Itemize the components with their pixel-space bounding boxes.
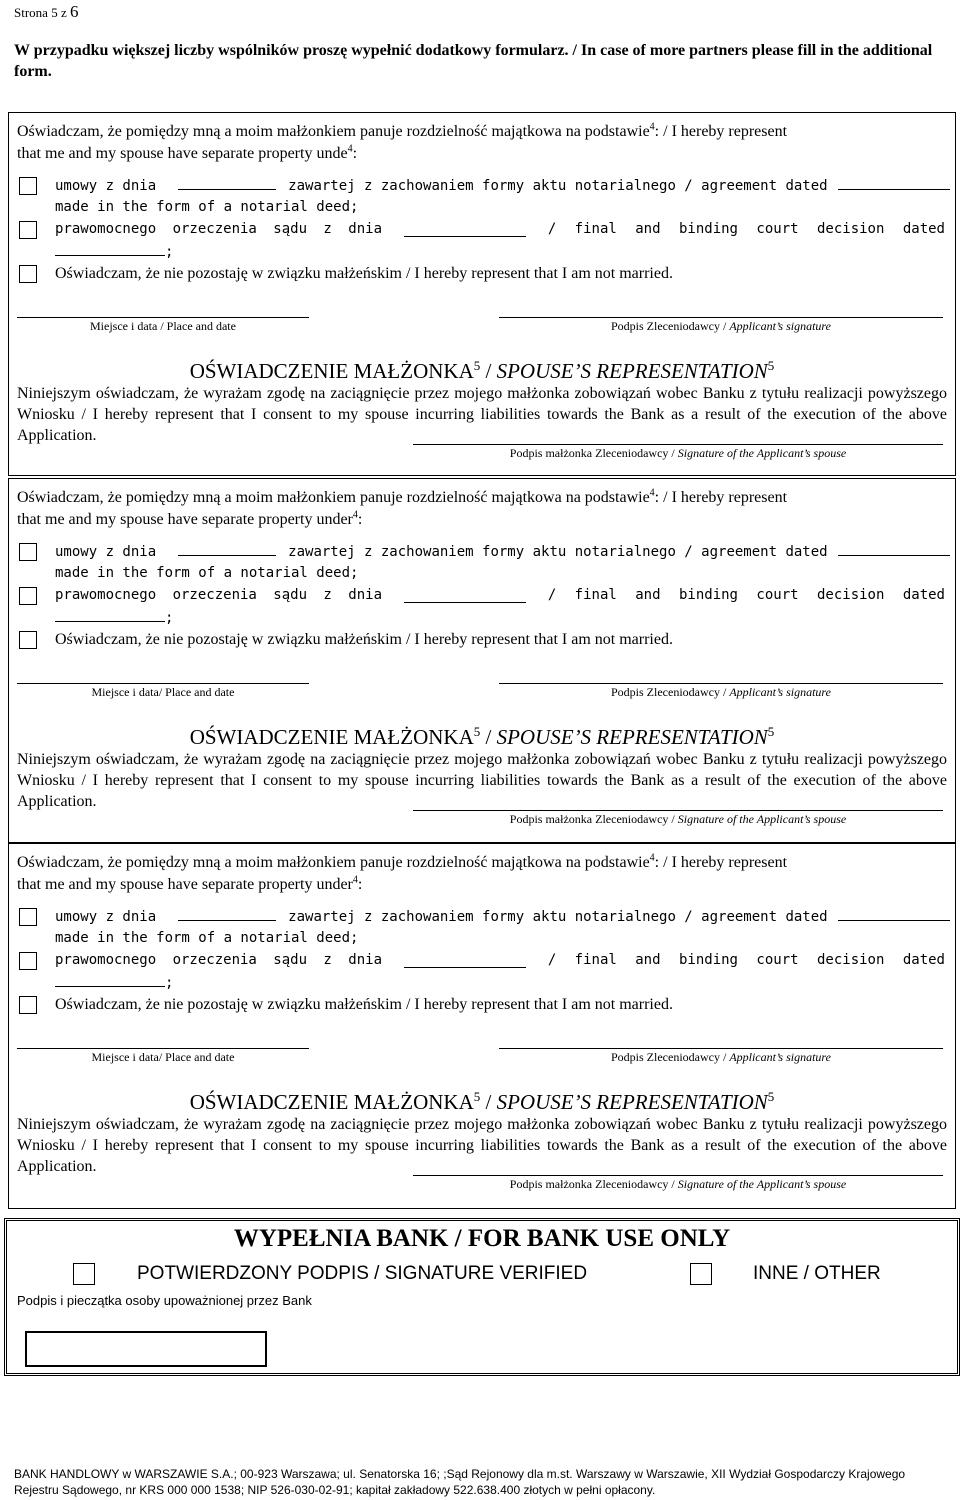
option-label: prawomocnego orzeczenia sądu z dnia	[55, 221, 383, 237]
other-label: INNE / OTHER	[753, 1263, 881, 1284]
stamp-label: Podpis i pieczątka osoby upoważnionej przez Bank	[17, 1293, 312, 1308]
caption-text: Podpis Zleceniodawcy /	[611, 1050, 730, 1064]
declaration-colon: :	[357, 876, 363, 893]
agreement-date-field[interactable]	[838, 908, 950, 921]
signature-verified-checkbox[interactable]	[73, 1263, 95, 1285]
court-decision-date-field[interactable]	[55, 609, 165, 622]
applicant-signature-line[interactable]	[499, 317, 943, 318]
footnote-ref: 4	[352, 874, 358, 886]
footnote-ref: 5	[473, 724, 481, 739]
footnote-ref: 4	[347, 143, 353, 155]
spouse-signature-line[interactable]	[413, 810, 943, 811]
title-en: SPOUSE’S REPRESENTATION	[496, 359, 768, 383]
date-field[interactable]	[178, 543, 276, 556]
court-decision-checkbox[interactable]	[19, 587, 37, 605]
declaration-block	[8, 843, 956, 1209]
caption-text: Podpis Zleceniodawcy /	[611, 319, 730, 333]
court-decision-cont	[55, 243, 960, 261]
property-declaration	[17, 487, 947, 509]
title-sep: /	[480, 359, 497, 383]
caption-text-en: Signature of the Applicant’s spouse	[677, 812, 847, 826]
option-label: ;	[165, 610, 174, 626]
footnote-ref: 4	[649, 121, 655, 133]
spouse-representation-title	[9, 1090, 955, 1115]
footnote-ref: 5	[767, 724, 775, 739]
option-label: zawartej z zachowaniem formy aktu notarialnego / agreement dated	[288, 909, 828, 925]
property-declaration	[17, 852, 947, 874]
title-pl: OŚWIADCZENIE MAŁŻONKA	[189, 359, 474, 383]
option-label-cont: made in the form of a notarial deed;	[55, 930, 359, 946]
footer-line-2: Rejestru Sądowego, nr KRS 000 000 1538; NIP 526-030-02-91; kapitał zakładowy 522.638.400 złotych w pełni opłacony.	[14, 1483, 656, 1497]
footnote-ref: 5	[767, 358, 775, 373]
date-field[interactable]	[178, 908, 276, 921]
caption-text-en: Applicant’s signature	[729, 1050, 831, 1064]
court-decision-cont	[55, 974, 960, 992]
notarial-agreement-option	[55, 177, 945, 195]
agreement-date-field[interactable]	[838, 543, 950, 556]
declaration-text: Oświadczam, że pomiędzy mną a moim małżonkiem panuje rozdzielność majątkowa na podstawie	[17, 489, 650, 506]
court-decision-date-field[interactable]	[55, 243, 165, 256]
not-married-option: Oświadczam, że nie pozostaję w związku małżeńskim / I hereby represent that I am not married.	[55, 631, 673, 648]
footer-line-1: BANK HANDLOWY w WARSZAWIE S.A.; 00-923 Warszawa; ul. Senatorska 16; ;Sąd Rejonowy dla m.st. Warszawy w Warszawie, XII Wydział Gospodarczy Krajowego	[14, 1467, 906, 1481]
footnote-ref: 5	[473, 358, 481, 373]
title-en: SPOUSE’S REPRESENTATION	[496, 1090, 768, 1114]
bank-use-box	[4, 1218, 960, 1376]
not-married-option: Oświadczam, że nie pozostaję w związku małżeńskim / I hereby represent that I am not married.	[55, 996, 673, 1013]
footnote-ref: 5	[473, 1089, 481, 1104]
place-date-caption: Miejsce i data / Place and date	[90, 319, 236, 333]
option-label: prawomocnego orzeczenia sądu z dnia	[55, 952, 383, 968]
intro-text: W przypadku większej liczby wspólników proszę wypełnić dodatkowy formularz. / In case of more partners please fill in the additional form.	[14, 42, 933, 80]
option-label-cont: made in the form of a notarial deed;	[55, 565, 359, 581]
spouse-consent-text: Niniejszym oświadczam, że wyrażam zgodę na zaciągnięcie przez mojego małżonka zobowiązań wobec Banku z tytułu realizacji powyższego Wniosku / I hereby represent that I consent to my spouse incurring liabilities towards the Bank as a result of the execution of the above Application.	[17, 1116, 947, 1175]
title-pl: OŚWIADCZENIE MAŁŻONKA	[189, 725, 474, 749]
page-number: 6	[69, 2, 79, 21]
footnote-ref: 4	[649, 487, 655, 499]
footnote-ref: 4	[649, 852, 655, 864]
option-label-cont: made in the form of a notarial deed;	[55, 199, 359, 215]
agreement-date-field[interactable]	[838, 177, 950, 190]
declaration-text: Oświadczam, że pomiędzy mną a moim małżonkiem panuje rozdzielność majątkowa na podstawie	[17, 123, 650, 140]
not-married-checkbox[interactable]	[19, 996, 37, 1014]
footnote-ref: 5	[767, 1089, 775, 1104]
caption-text-en: Signature of the Applicant’s spouse	[677, 446, 847, 460]
not-married-option: Oświadczam, że nie pozostaję w związku małżeńskim / I hereby represent that I am not married.	[55, 265, 673, 282]
option-label: zawartej z zachowaniem formy aktu notarialnego / agreement dated	[288, 544, 828, 560]
caption-text: Podpis Zleceniodawcy /	[611, 685, 730, 699]
property-declaration-cont	[17, 509, 947, 531]
court-decision-cont	[55, 609, 960, 627]
court-decision-date-field[interactable]	[55, 974, 165, 987]
place-date-line[interactable]	[17, 1048, 309, 1049]
place-date-line[interactable]	[17, 317, 309, 318]
property-declaration	[17, 121, 947, 143]
caption-text-en: Signature of the Applicant’s spouse	[677, 1177, 847, 1191]
place-date-line[interactable]	[17, 683, 309, 684]
court-decision-checkbox[interactable]	[19, 221, 37, 239]
option-label: prawomocnego orzeczenia sądu z dnia	[55, 587, 383, 603]
footnote-ref: 4	[352, 509, 358, 521]
notarial-agreement-checkbox[interactable]	[19, 543, 37, 561]
caption-text: Podpis małżonka Zleceniodawcy /	[509, 1177, 678, 1191]
place-date-caption: Miejsce i data/ Place and date	[91, 685, 235, 699]
spouse-signature-caption	[413, 812, 943, 827]
option-label: / final and binding court decision dated	[547, 587, 945, 603]
bank-use-title: WYPEŁNIA BANK / FOR BANK USE ONLY	[233, 1225, 731, 1252]
declaration-text: Oświadczam, że pomiędzy mną a moim małżonkiem panuje rozdzielność majątkowa na podstawie	[17, 854, 650, 871]
spouse-representation-title	[9, 725, 955, 750]
stamp-field[interactable]	[25, 1331, 267, 1367]
option-label: zawartej z zachowaniem formy aktu notarialnego / agreement dated	[288, 178, 828, 194]
caption-text: Podpis małżonka Zleceniodawcy /	[509, 446, 678, 460]
other-checkbox[interactable]	[690, 1263, 712, 1285]
declaration-text-en: : / I hereby represent	[654, 489, 788, 506]
property-declaration-cont	[17, 143, 947, 165]
place-date-caption: Miejsce i data/ Place and date	[91, 1050, 235, 1064]
option-label: / final and binding court decision dated	[547, 952, 945, 968]
notarial-agreement-option	[55, 908, 945, 926]
notarial-agreement-option	[55, 543, 945, 561]
declaration-text: that me and my spouse have separate property unde	[17, 145, 348, 162]
declaration-colon: :	[357, 511, 363, 528]
title-sep: /	[480, 725, 497, 749]
title-en: SPOUSE’S REPRESENTATION	[496, 725, 768, 749]
option-label: umowy z dnia	[55, 178, 157, 194]
not-married-checkbox[interactable]	[19, 631, 37, 649]
spouse-signature-caption	[413, 1177, 943, 1192]
title-sep: /	[480, 1090, 497, 1114]
declaration-block	[8, 478, 956, 843]
applicant-signature-caption	[499, 685, 943, 700]
declaration-text: that me and my spouse have separate property under	[17, 511, 353, 528]
court-decision-option	[55, 587, 945, 603]
spouse-signature-line[interactable]	[413, 1175, 943, 1176]
page-label: Strona 5 z	[14, 5, 67, 20]
option-label: ;	[165, 244, 174, 260]
notarial-agreement-checkbox[interactable]	[19, 177, 37, 195]
court-decision-option	[55, 221, 945, 237]
declaration-text-en: : / I hereby represent	[654, 123, 788, 140]
title-pl: OŚWIADCZENIE MAŁŻONKA	[189, 1090, 474, 1114]
declaration-colon: :	[352, 145, 358, 162]
not-married-checkbox[interactable]	[19, 265, 37, 283]
court-decision-checkbox[interactable]	[19, 952, 37, 970]
date-field[interactable]	[178, 177, 276, 190]
applicant-signature-caption	[499, 1050, 943, 1065]
caption-text-en: Applicant’s signature	[729, 685, 831, 699]
option-label: ;	[165, 975, 174, 991]
declaration-block	[8, 112, 956, 476]
caption-text: Podpis małżonka Zleceniodawcy /	[509, 812, 678, 826]
court-date-field[interactable]	[404, 224, 526, 237]
caption-text-en: Applicant’s signature	[729, 319, 831, 333]
spouse-signature-line[interactable]	[413, 444, 943, 445]
court-date-field[interactable]	[404, 590, 526, 603]
spouse-consent-text: Niniejszym oświadczam, że wyrażam zgodę na zaciągnięcie przez mojego małżonka zobowiązań wobec Banku z tytułu realizacji powyższego Wniosku / I hereby represent that I consent to my spouse incurring liabilities towards the Bank as a result of the execution of the above Application.	[17, 751, 947, 810]
option-label: umowy z dnia	[55, 544, 157, 560]
option-label: / final and binding court decision dated	[547, 221, 945, 237]
declaration-text: that me and my spouse have separate property under	[17, 876, 353, 893]
applicant-signature-line[interactable]	[499, 683, 943, 684]
page-indicator	[14, 2, 78, 22]
spouse-signature-caption	[413, 446, 943, 461]
spouse-consent-text: Niniejszym oświadczam, że wyrażam zgodę na zaciągnięcie przez mojego małżonka zobowiązań wobec Banku z tytułu realizacji powyższego Wniosku / I hereby represent that I consent to my spouse incurring liabilities towards the Bank as a result of the execution of the above Application.	[17, 385, 947, 444]
applicant-signature-caption	[499, 319, 943, 334]
court-date-field[interactable]	[404, 955, 526, 968]
applicant-signature-line[interactable]	[499, 1048, 943, 1049]
notarial-agreement-checkbox[interactable]	[19, 908, 37, 926]
signature-verified-label: POTWIERDZONY PODPIS / SIGNATURE VERIFIED	[137, 1263, 588, 1284]
property-declaration-cont	[17, 874, 947, 896]
court-decision-option	[55, 952, 945, 968]
spouse-representation-title	[9, 359, 955, 384]
option-label: umowy z dnia	[55, 909, 157, 925]
declaration-text-en: : / I hereby represent	[654, 854, 788, 871]
